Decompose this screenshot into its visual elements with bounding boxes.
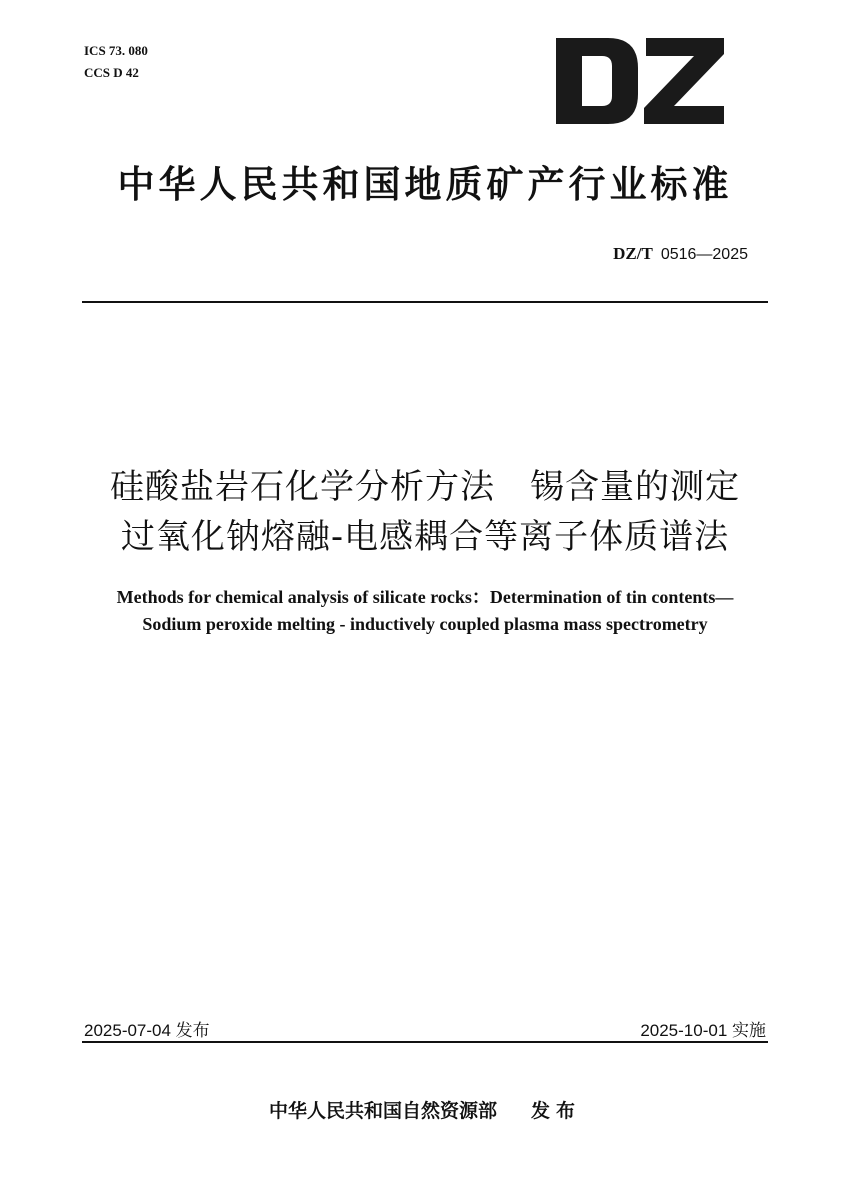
sector-title: 中华人民共和国地质矿产行业标准 — [117, 163, 733, 206]
chinese-title-line-2: 过氧化钠熔融-电感耦合等离子体质谱法 — [120, 517, 730, 557]
header-divider — [82, 301, 768, 303]
chinese-title-line-1: 硅酸盐岩石化学分析方法 锡含量的测定 — [110, 467, 740, 507]
standard-number — [613, 244, 748, 264]
ccs-code: CCS D 42 — [84, 65, 139, 80]
dz-logo — [556, 38, 724, 124]
footer-divider — [82, 1041, 768, 1043]
publisher-name: 中华人民共和国自然资源部 — [268, 1100, 497, 1122]
classification-codes — [84, 40, 148, 84]
issue-date: 2025-07-04 发布 — [84, 1021, 210, 1040]
publish-action: 发布 — [531, 1100, 582, 1122]
dz-logo-letter-d — [556, 38, 638, 124]
english-title-line-1: Methods for chemical analysis of silicate rocks：Determination of tin contents— — [116, 587, 734, 607]
ics-code: ICS 73. 080 — [84, 43, 148, 58]
publisher-line — [0, 1096, 850, 1123]
chinese-title — [0, 462, 850, 562]
standard-code: 0516—2025 — [660, 246, 748, 263]
standard-prefix: DZ/T — [613, 244, 653, 263]
implementation-date: 2025-10-01 实施 — [640, 1021, 766, 1040]
english-title — [0, 584, 850, 638]
english-title-line-2: Sodium peroxide melting - inductively coupled plasma mass spectrometry — [142, 614, 708, 634]
dz-logo-letter-z — [644, 38, 724, 124]
